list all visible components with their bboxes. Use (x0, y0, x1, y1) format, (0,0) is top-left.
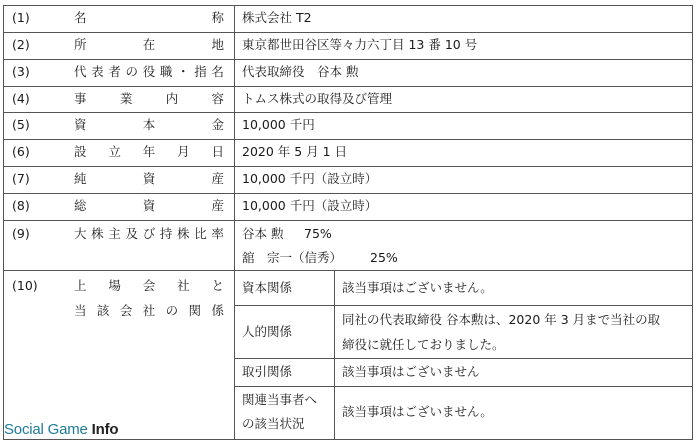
row-divider (3, 166, 693, 167)
row-label-total-assets: 総 資 産 (74, 198, 224, 213)
relation-key-related-party-line1: 関連当事者へ (242, 392, 318, 407)
row-number: (9) (12, 226, 30, 241)
relation-key-transaction: 取引関係 (242, 364, 293, 379)
shareholder-share: 25% (370, 250, 398, 265)
row-number: (2) (12, 37, 30, 52)
sub-row-divider (234, 358, 693, 359)
relation-value-personnel-line2: 締役に就任しておりました。 (342, 337, 505, 352)
table-border (692, 5, 693, 440)
row-number: (5) (12, 117, 30, 132)
row-label-capital: 資 本 金 (74, 117, 224, 132)
relation-key-capital: 資本関係 (242, 280, 293, 295)
row-value-capital: 10,000 千円 (242, 117, 315, 132)
row-value-established: 2020 年 5 月 1 日 (242, 144, 348, 159)
row-value-net-assets: 10,000 千円（設立時） (242, 171, 378, 186)
watermark-logo: Social Game Info (4, 421, 119, 438)
row-label-address: 所 在 地 (74, 37, 224, 52)
row-label-representative: 代 表 者 の 役 職 ・ 指 名 (74, 64, 224, 79)
shareholder-name: 谷本 勲 (242, 226, 284, 241)
relation-value-related-party: 該当事項はございません。 (342, 404, 493, 419)
row-divider (3, 32, 693, 33)
row-label-business: 事 業 内 容 (74, 91, 224, 106)
row-label-relationship-line2: 当 該 会 社 の 関 係 (74, 303, 224, 318)
row-number: (4) (12, 91, 30, 106)
row-number: (7) (12, 171, 30, 186)
sub-row-divider (234, 305, 693, 306)
relation-value-transaction: 該当事項はございません (342, 364, 480, 379)
table-border (3, 5, 693, 6)
relation-value-personnel-line1: 同社の代表取締役 谷本勲は、2020 年 3 月まで当社の取 (342, 312, 661, 327)
row-value-address: 東京都世田谷区等々力六丁目 13 番 10 号 (242, 37, 478, 52)
shareholder-share: 75% (304, 226, 332, 241)
relation-key-personnel: 人的関係 (242, 324, 293, 339)
row-divider (3, 270, 693, 271)
row-label-major-shareholders: 大 株 主 及 び 持 株 比 率 (74, 226, 224, 241)
row-divider (3, 193, 693, 194)
column-divider (334, 270, 335, 440)
row-number: (3) (12, 64, 30, 79)
row-label-net-assets: 純 資 産 (74, 171, 224, 186)
row-label-name: 名 称 (74, 10, 224, 25)
shareholder-name: 舘 宗一（信秀） (242, 250, 343, 265)
row-divider (3, 59, 693, 60)
row-value-representative: 代表取締役 谷本 勲 (242, 64, 359, 79)
row-divider (3, 86, 693, 87)
row-value-total-assets: 10,000 千円（設立時） (242, 198, 378, 213)
row-value-business: トムス株式の取得及び管理 (242, 91, 393, 106)
row-label-relationship-line1: 上 場 会 社 と (74, 278, 224, 293)
row-divider (3, 112, 693, 113)
row-value-name: 株式会社 T2 (242, 10, 312, 25)
row-number: (1) (12, 10, 30, 25)
row-divider (3, 220, 693, 221)
row-divider (3, 139, 693, 140)
row-number: (6) (12, 144, 30, 159)
table-border (3, 5, 4, 440)
relation-value-capital: 該当事項はございません。 (342, 280, 493, 295)
row-number: (8) (12, 198, 30, 213)
column-divider (234, 5, 235, 440)
relation-key-related-party-line2: の該当状況 (242, 416, 305, 431)
sub-row-divider (234, 386, 693, 387)
row-label-established: 設 立 年 月 日 (74, 144, 224, 159)
row-number: (10) (12, 278, 38, 293)
